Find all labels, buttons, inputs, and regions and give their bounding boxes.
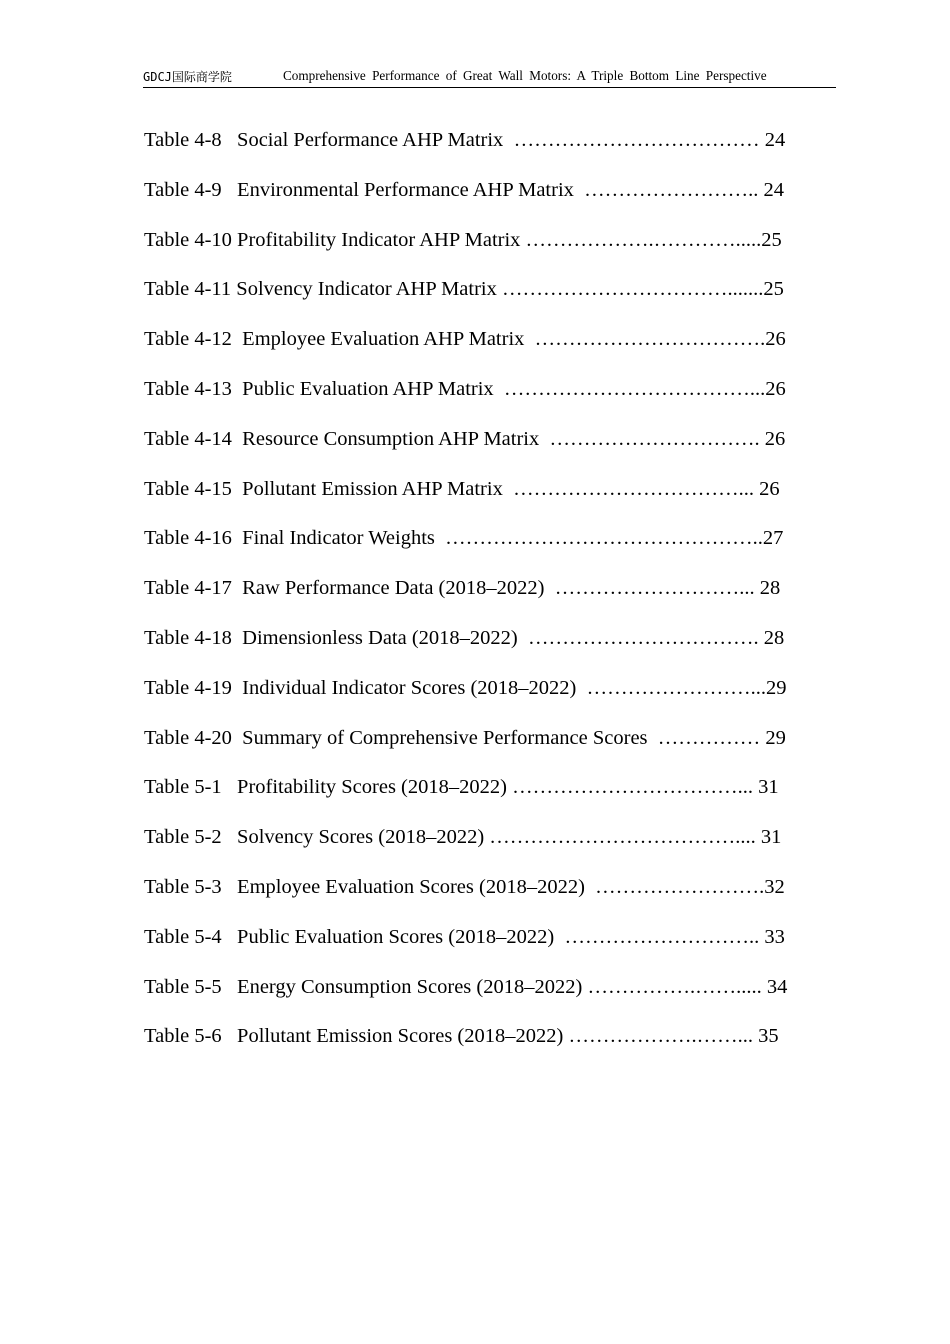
toc-entry-label: Table 4-12 Employee Evaluation AHP Matrix [144, 328, 535, 351]
toc-entry[interactable] [144, 724, 787, 774]
toc-entry-page: 27 [762, 527, 784, 550]
toc-entry-label: Table 4-13 Public Evaluation AHP Matrix [144, 377, 504, 400]
toc-entry-page: 32 [764, 875, 785, 898]
toc-entry-page: 34 [766, 975, 788, 998]
toc-entry-label: Table 4-20 Summary of Comprehensive Performance Scores [144, 726, 658, 749]
toc-entry[interactable] [144, 126, 787, 176]
toc-entry-label: Table 4-10 Profitability Indicator AHP Matrix [144, 228, 526, 251]
toc-entry-page: 31 [760, 826, 782, 849]
toc-entry-leader: ……………….……... [568, 1025, 759, 1048]
toc-entry-leader: ……………………………………….. [445, 527, 763, 550]
toc-entry-page: 33 [764, 925, 785, 948]
toc-entry[interactable] [144, 475, 787, 525]
toc-entry[interactable] [144, 275, 787, 325]
toc-entry[interactable] [144, 1022, 787, 1072]
toc-entry-label: Table 4-16 Final Indicator Weights [144, 527, 446, 550]
toc-entry-page: 29 [766, 676, 787, 699]
toc-entry-page: 29 [765, 726, 786, 749]
toc-entry-leader: ……………………………... [512, 776, 759, 799]
toc-entry-label: Table 5-1 Profitability Scores (2018–2022) [144, 776, 513, 799]
toc-entry-label: Table 4-18 Dimensionless Data (2018–2022) [144, 626, 529, 649]
toc-entry-label: Table 4-8 Social Performance AHP Matrix [144, 129, 514, 151]
toc-entry-leader: ……………………. [595, 875, 765, 898]
toc-entry-leader: …………… [657, 726, 766, 749]
toc-entry[interactable] [144, 823, 787, 873]
toc-entry-label: Table 4-17 Raw Performance Data (2018–2022) [144, 577, 555, 600]
toc-entry-page: 28 [759, 577, 781, 600]
toc-entry-leader: ……………….…………..... [525, 228, 762, 251]
header-title: Comprehensive Performance of Great Wall Motors: A Triple Bottom Line Perspective [283, 68, 767, 83]
toc-entry-label: Table 5-2 Solvency Scores (2018–2022) [144, 826, 490, 849]
toc-entry-leader: ……………………………. [528, 626, 764, 649]
toc-entry[interactable] [144, 524, 787, 574]
toc-entry[interactable] [144, 973, 787, 1023]
toc-entry[interactable] [144, 674, 787, 724]
toc-entry-page: 26 [765, 377, 786, 400]
toc-entry-label: Table 5-3 Employee Evaluation Scores (2018–2022) [144, 875, 596, 898]
toc-entry-leader: ……………………………....... [502, 278, 764, 301]
toc-entry-leader: ………………………………... [503, 377, 766, 400]
toc-entry[interactable] [144, 923, 787, 973]
toc-entry-label: Table 4-11 Solvency Indicator AHP Matrix [144, 278, 502, 301]
toc-entry-leader: ……………………………. [534, 328, 766, 351]
toc-entry-label: Table 5-6 Pollutant Emission Scores (2018–2022) [144, 1025, 569, 1048]
toc-entry[interactable] [144, 325, 787, 375]
toc-entry-leader: …………………………. [549, 427, 765, 450]
toc-entry[interactable] [144, 773, 787, 823]
toc-entry-leader: …………………….. [584, 178, 764, 201]
toc-entry[interactable] [144, 425, 787, 475]
toc-entry[interactable] [144, 873, 787, 923]
toc-entry-page: 24 [764, 129, 786, 151]
toc-entry-label: Table 4-19 Individual Indicator Scores (2018–2022) [144, 676, 587, 699]
toc-entry[interactable] [144, 624, 787, 674]
toc-entry-page: 31 [758, 776, 779, 799]
toc-entry-page: 25 [763, 278, 784, 301]
toc-entry[interactable] [144, 226, 787, 276]
toc-entry-page: 24 [763, 178, 785, 201]
toc-entry-page: 26 [764, 427, 786, 450]
toc-entry-label: Table 5-4 Public Evaluation Scores (2018–2022) [144, 925, 565, 948]
toc-entry-page: 28 [763, 626, 785, 649]
toc-entry[interactable] [144, 574, 787, 624]
toc-entry-leader: ……………………………… [513, 129, 765, 151]
toc-entry-label: Table 4-9 Environmental Performance AHP Matrix [144, 178, 585, 201]
toc-entry-leader: ……………………... [586, 676, 766, 699]
toc-entry-leader: ……………………………….... [489, 826, 761, 849]
toc-entry-leader: …………….……..... [587, 975, 767, 998]
page-header [143, 66, 836, 88]
header-institution: GDCJ国际商学院 [143, 70, 232, 84]
toc-entry-leader: ……………………….. [564, 925, 765, 948]
toc-entry-page: 26 [759, 477, 780, 500]
toc-entry[interactable] [144, 176, 787, 226]
toc-entry[interactable] [144, 375, 787, 425]
toc-entry-leader: ………………………... [554, 577, 760, 600]
toc-entry-page: 26 [765, 328, 786, 351]
toc-entry-page: 25 [761, 228, 782, 251]
toc-entry-label: Table 5-5 Energy Consumption Scores (2018–2022) [144, 975, 588, 998]
toc-entry-leader: ……………………………... [513, 477, 760, 500]
toc-entry-page: 35 [758, 1025, 779, 1048]
toc-entry-label: Table 4-14 Resource Consumption AHP Matrix [144, 427, 550, 450]
table-list [144, 126, 787, 1072]
toc-entry-label: Table 4-15 Pollutant Emission AHP Matrix [144, 477, 514, 500]
